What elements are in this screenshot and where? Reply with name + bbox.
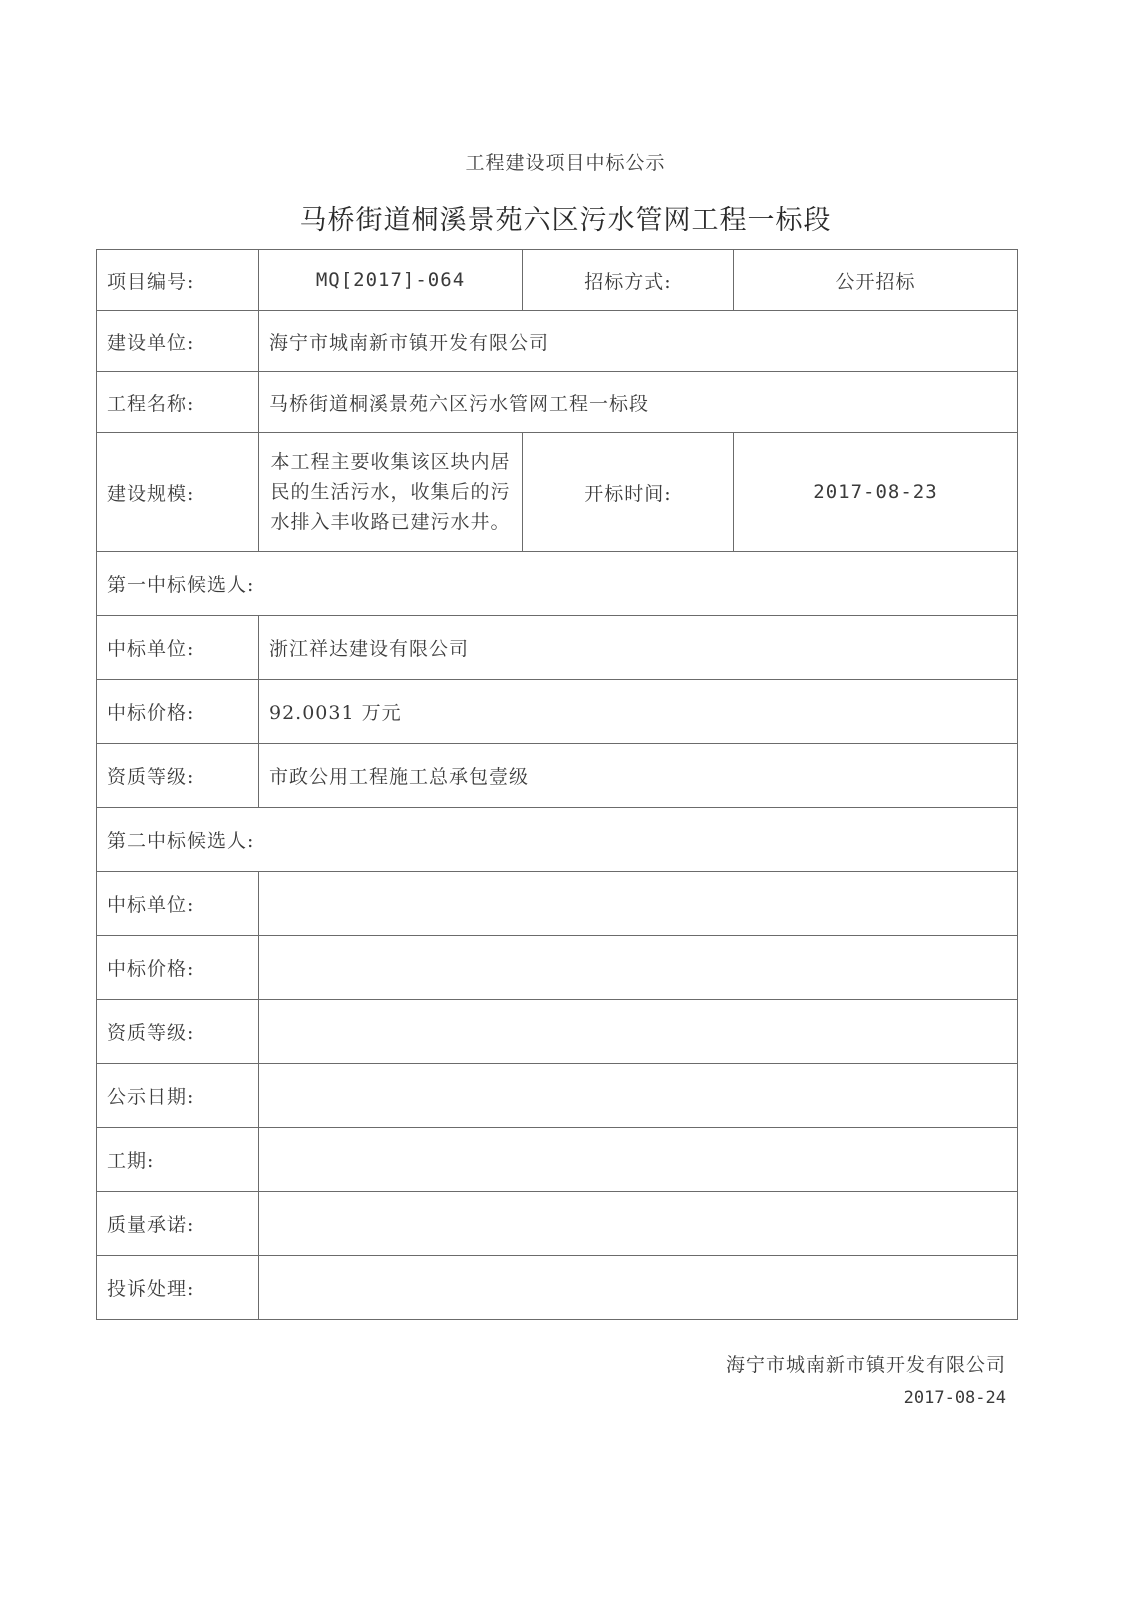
bid-announcement-table (96, 249, 1018, 1320)
row-quality-promise (97, 1192, 1018, 1256)
row-first-candidate-header (97, 552, 1018, 616)
row-second-price (97, 936, 1018, 1000)
first-price-label: 中标价格: (97, 680, 259, 744)
row-builder (97, 311, 1018, 372)
footer-date: 2017-08-24 (903, 1388, 1006, 1408)
first-candidate-section: 第一中标候选人: (97, 552, 1018, 616)
second-price-value (259, 936, 1018, 1000)
row-second-qual (97, 1000, 1018, 1064)
row-first-qual (97, 744, 1018, 808)
scale-value: 本工程主要收集该区块内居民的生活污水，收集后的污水排入丰收路已建污水井。 (259, 433, 523, 552)
row-second-candidate-header (97, 808, 1018, 872)
bid-method-label: 招标方式: (523, 250, 734, 311)
quality-promise-label: 质量承诺: (97, 1192, 259, 1256)
complaint-value (259, 1256, 1018, 1320)
document-heading: 工程建设项目中标公示 (465, 152, 666, 174)
project-name-value: 马桥街道桐溪景苑六区污水管网工程一标段 (259, 372, 1018, 433)
second-qual-label: 资质等级: (97, 1000, 259, 1064)
first-unit-value: 浙江祥达建设有限公司 (259, 616, 1018, 680)
row-complaint (97, 1256, 1018, 1320)
bid-method-value: 公开招标 (734, 250, 1018, 311)
row-scale (97, 433, 1018, 552)
row-first-price (97, 680, 1018, 744)
row-duration (97, 1128, 1018, 1192)
project-no-value: MQ[2017]-064 (259, 250, 523, 311)
builder-label: 建设单位: (97, 311, 259, 372)
second-price-label: 中标价格: (97, 936, 259, 1000)
row-project-name (97, 372, 1018, 433)
builder-value: 海宁市城南新市镇开发有限公司 (259, 311, 1018, 372)
row-project-no (97, 250, 1018, 311)
open-time-value: 2017-08-23 (734, 433, 1018, 552)
row-second-unit (97, 872, 1018, 936)
duration-label: 工期: (97, 1128, 259, 1192)
first-qual-label: 资质等级: (97, 744, 259, 808)
open-time-label: 开标时间: (523, 433, 734, 552)
row-publicity-date (97, 1064, 1018, 1128)
document-title: 马桥街道桐溪景苑六区污水管网工程一标段 (299, 205, 832, 236)
first-qual-value: 市政公用工程施工总承包壹级 (259, 744, 1018, 808)
row-first-unit (97, 616, 1018, 680)
second-candidate-section: 第二中标候选人: (97, 808, 1018, 872)
project-no-label: 项目编号: (97, 250, 259, 311)
duration-value (259, 1128, 1018, 1192)
project-name-label: 工程名称: (97, 372, 259, 433)
quality-promise-value (259, 1192, 1018, 1256)
first-unit-label: 中标单位: (97, 616, 259, 680)
second-qual-value (259, 1000, 1018, 1064)
second-unit-label: 中标单位: (97, 872, 259, 936)
publicity-date-label: 公示日期: (97, 1064, 259, 1128)
second-unit-value (259, 872, 1018, 936)
scale-label: 建设规模: (97, 433, 259, 552)
publicity-date-value (259, 1064, 1018, 1128)
first-price-value: 92.0031 万元 (259, 680, 1018, 744)
complaint-label: 投诉处理: (97, 1256, 259, 1320)
footer-organization: 海宁市城南新市镇开发有限公司 (725, 1354, 1006, 1376)
